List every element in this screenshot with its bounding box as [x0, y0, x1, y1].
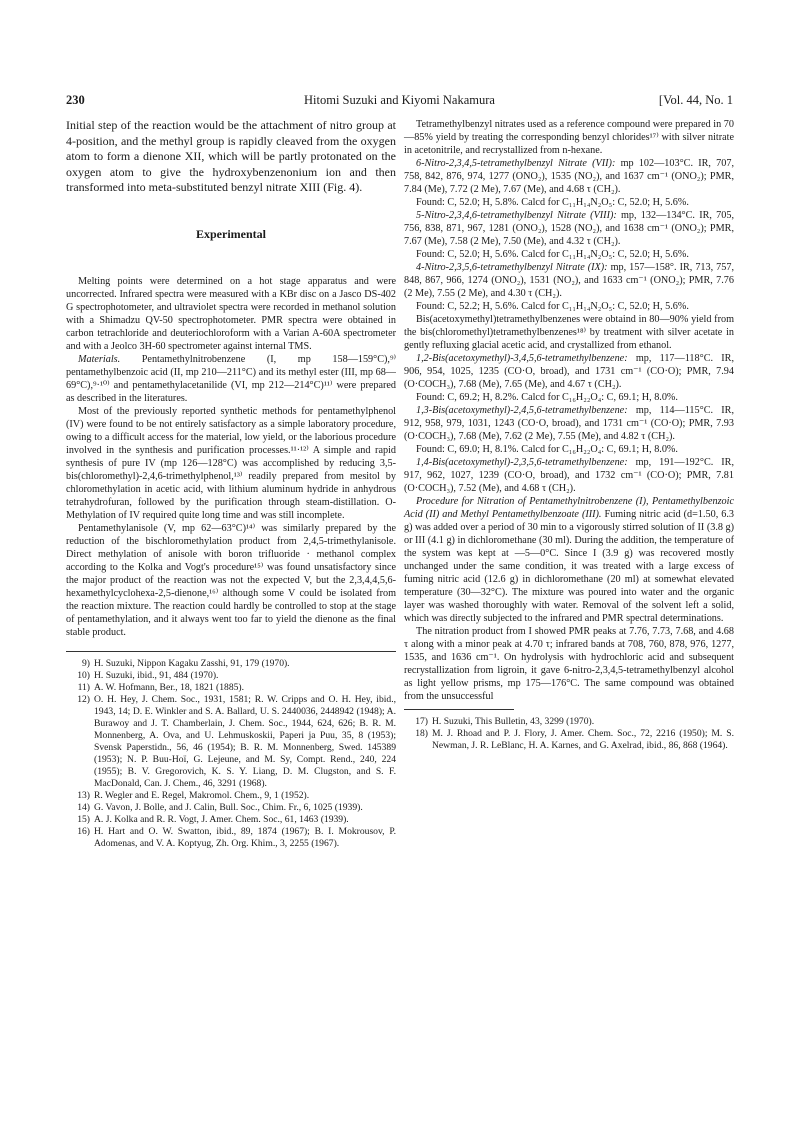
compound-data: mp, 157—158°. IR, 713, 757, 848, 867, 966, 1274 (ONO₂), 1531 (NO₂), and 1633 cm⁻¹ (ONO₂); PMR, 7.76 (2 Me), 7.55 (2 Me), and 4.30 τ (CH₂). [404, 262, 735, 299]
compound-viii [404, 209, 734, 248]
procedure-text: Fuming nitric acid (d=1.50, 6.3 g) was added over a period of 30 min to a vigorously stirred solution of II (3.8 g) or III (4.1 g) in dichloromethane (30 ml). During the addition, the temperature of the system was kept at —5—0°C. Since I (3.9 g) was recovered mostly unchanged under the same condition, it was treated with a large excess of fuming nitric acid (12.6 g) in dichloromethane (20 ml) at somewhat elevated temperature (30—32°C). The mixture was poured into water and the organic layer was washed thoroughly with water. Removal of the solvent left a solid, which was directly subjected to the infrared and PMR spectral determinations. [404, 509, 735, 624]
paragraph-materials [66, 353, 396, 405]
analysis-bis-12: Found: C, 69.2; H, 8.2%. Calcd for C₁₆H₂₂O₄: C, 69.1; H, 8.0%. [416, 392, 678, 403]
compound-data: mp 102—103°C. IR, 707, 758, 842, 876, 974, 1277 (ONO₂), 1535 (NO₂), and 1637 cm⁻¹ (ONO₂); PMR, 7.84 (Me), 7.72 (2 Me), 7.67 (Me), and 4.68 τ (CH₂). [404, 158, 735, 195]
running-authors: Hitomi Suzuki and Kiyomi Nakamura [304, 93, 495, 107]
footnote-number: 17) [415, 716, 428, 727]
footnotes-left [66, 651, 396, 850]
footnote [66, 802, 396, 814]
compound-name: 6-Nitro-2,3,4,5-tetramethylbenzyl Nitrate (VII): [416, 158, 616, 169]
footnote-text: R. Wegler and E. Regel, Makromol. Chem., 9, 1 (1952). [94, 789, 310, 801]
volume-label: [Vol. 44, No. 1 [658, 93, 733, 107]
procedure-title: Procedure for Nitration of Pentamethylnitrobenzene (I), Pentamethylbenzoic Acid (II) and Methyl Pentamethylbenzoate (III). [404, 496, 734, 520]
footnote-number: 9) [82, 657, 90, 669]
footnote [66, 658, 396, 670]
analysis-viii: Found: C, 52.0; H, 5.6%. Calcd for C₁₁H₁₄N₂O₅: C, 52.0; H, 5.6%. [416, 249, 689, 260]
footnote-text: H. Suzuki, ibid., 91, 484 (1970). [94, 669, 219, 681]
footnote [404, 716, 734, 728]
compound-data: mp, 117—118°C. IR, 906, 954, 1025, 1235 (CO·O, broad), and 1731 cm⁻¹ (CO·O); PMR, 7.94 (O·COCH₃), 7.68 (Me), 7.65 (Me), and 4.67 τ (CH₂). [404, 353, 734, 390]
footnote [66, 682, 396, 694]
compound-name: 1,2-Bis(acetoxymethyl)-3,4,5,6-tetramethylbenzene: [416, 353, 628, 364]
footnote-text: A. W. Hofmann, Ber., 18, 1821 (1885). [94, 681, 245, 693]
footnote-number: 16) [77, 825, 90, 837]
right-column [404, 118, 734, 752]
compound-name: 4-Nitro-2,3,5,6-tetramethylbenzyl Nitrate (IX): [416, 262, 608, 273]
footnote [404, 728, 734, 752]
paragraph-methods: Melting points were determined on a hot stage apparatus and were uncorrected. Infrared spectra were measured with a KBr disc on a Jasco DS-402 G spectrophotometer, and ultraviolet spectra were recorded in methanol solution with a Shimadzu QV-50 spectrophotometer. PMR spectra were obtained in carbon tetrachloride and deuteriochloroform with a Varian A-60A spectrometer and with a Jeolco 3H-60 spectrometer against internal TMS. [66, 275, 396, 352]
compound-ix [404, 261, 734, 300]
intro-paragraph: Initial step of the reaction would be the attachment of nitro group at 4-position, and the methyl group is rapidly cleaved from the oxygen atom to form a dienone XII, which will be partly protonated on the oxygen atom to give the hydroxybenzenonium ion and then transformed into meta-substituted benzyl nitrate XIII (Fig. 4). [66, 118, 396, 195]
paragraph-benzyl-nitrates: Tetramethylbenzyl nitrates used as a reference compound were prepared in 70—85% yield by treating the corresponding benzyl chlorides¹⁷⁾ with silver nitrate in acetonitrile, and recrystallized from n-hexane. [404, 119, 734, 156]
footnote [66, 826, 396, 850]
compound-data: mp, 114—115°C. IR, 912, 958, 979, 1031, 1243 (CO·O, broad), and 1731 cm⁻¹ (CO·O); PMR, 7.93 (O·COCH₃), 7.68 (Me), 7.62 (2 Me), 7.55 (Me), and 4.82 τ (CH₂). [404, 405, 734, 442]
footnote-number: 18) [415, 728, 428, 739]
footnote-number: 14) [77, 801, 90, 813]
left-column [66, 118, 396, 850]
materials-label: Materials. [78, 353, 121, 365]
footnote [66, 814, 396, 826]
footnote [66, 670, 396, 682]
footnote [66, 790, 396, 802]
analysis-bis-13: Found: C, 69.0; H, 8.1%. Calcd for C₁₆H₂₂O₄: C, 69.1; H, 8.0%. [416, 444, 678, 455]
footnote-text: A. J. Kolka and R. R. Vogt, J. Amer. Chem. Soc., 61, 1463 (1939). [94, 813, 349, 825]
footnote-number: 12) [77, 693, 90, 705]
paragraph-pentamethylphenol: Most of the previously reported synthetic methods for pentamethylphenol (IV) were found to be not entirely satisfactory as a simple laboratory procedure, owing to a difficult access for the material, low yield, or the laborious procedure involved in the synthesis and purification processes.¹¹·¹²⁾ A simple and rapid synthesis of pure IV (mp 126—128°C) was accomplished by reducing 3,5-bis(chloromethyl)-2,4,6-trimethylphenol,¹³⁾ readily prepared from mesitol by chloromethylation in acetic acid, with lithium aluminum hydride in anhydrous tetrahydrofuran, followed by the purification through steam-distillation. O-Methylation of IV required quite long time and was still incomplete. [66, 405, 396, 521]
compound-bis-14 [404, 456, 734, 495]
footnote-text: H. Suzuki, This Bulletin, 43, 3299 (1970). [432, 716, 595, 727]
materials-text: Pentamethylnitrobenzene (I, mp 158—159°C),⁹⁾ pentamethylbenzoic acid (II, mp 210—211°C) and its methyl ester (III, mp 68—69°C),⁹·¹⁰⁾ and pentamethylacetanilide (VI, mp 212—214°C)¹¹⁾ were prepared as described in the literatures. [66, 353, 397, 404]
footnote-text: G. Vavon, J. Bolle, and J. Calin, Bull. Soc., Chim. Fr., 6, 1025 (1939). [94, 801, 363, 813]
footnote-number: 10) [77, 669, 90, 681]
compound-data: mp, 132—134°C. IR, 705, 756, 838, 871, 967, 1281 (ONO₂), 1528 (NO₂), and 1638 cm⁻¹ (ONO₂); PMR, 7.67 (Me), 7.58 (2 Me), 7.50 (Me), and 4.32 τ (CH₂). [404, 210, 734, 247]
paragraph-nitration-product: The nitration product from I showed PMR peaks at 7.76, 7.73, 7.68, and 4.68 τ along with a minor peak at 4.70 τ; infrared bands at 708, 760, 878, 976, 1277, 1535, and 1636 cm⁻¹. On hydrolysis with hydrochloric acid and subsequent recrystallization from ligroin, it gave 6-nitro-2,3,4,5-tetramethylbenzyl alcohol as light yellow prisms, mp 175—176°C. The same compound was obtained from the unsuccessful [404, 626, 734, 702]
compound-data: mp, 191—192°C. IR, 917, 962, 1027, 1239 (CO·O, broad), and 1732 cm⁻¹ (CO·O); PMR, 7.81 (O·COCH₃), 7.52 (Me), and 4.68 τ (CH₂). [404, 457, 735, 494]
compound-bis-13 [404, 404, 734, 443]
compound-bis-12 [404, 352, 734, 391]
footnote-text: O. H. Hey, J. Chem. Soc., 1931, 1581; R. W. Cripps and O. H. Hey, ibid., 1943, 14; D. E. Winkler and S. A. Ballard, U. S. 2440036, 2448942 (1948); A. Burawoy and J. T. Chamberlain, J. Chem. Soc., 1944, 624, 626; B. R. M. Monnenberg, A. Ova, and U. Lehmuskoskii, Paperi ja Puu, 35, 8 (1953); Svensk Paperstidn., 56, 46 (1954); B. R. M. Monnenberg, Swed. 145389 (1953); N. P. Buu-Hoï, G. Lejeune, and M. Sy, Compt. Rend., 240, 224 (1955); B. V. Gregorovich, K. S. Y. Liang, D. M. Clugston, and S. F. MacDonald, Can. J. Chem., 46, 3291 (1968). [94, 693, 396, 789]
footnote-number: 13) [77, 789, 90, 801]
page-header [66, 93, 733, 109]
compound-vii [404, 157, 734, 196]
page-number: 230 [66, 93, 85, 107]
paragraph-bis-acetoxymethyl: Bis(acetoxymethyl)tetramethylbenzenes were obtaind in 80—90% yield from the bis(chloromethyl)tetramethylbenzenes¹⁸⁾ by treatment with silver acetate in gently refluxing glacial acetic acid, and crystallized from ethanol. [404, 314, 734, 351]
footnotes-right [404, 710, 734, 752]
footnote-text: M. J. Rhoad and P. J. Flory, J. Amer. Chem. Soc., 72, 2216 (1950); M. S. Newman, J. R. LeBlanc, H. A. Karnes, and G. Axelrad, ibid., 86, 868 (1964). [432, 728, 734, 751]
footnote-number: 15) [77, 813, 90, 825]
footnote-text: H. Hart and O. W. Swatton, ibid., 89, 1874 (1967); B. I. Mokrousov, P. Adomenas, and V. A. Koptyug, Zh. Org. Khim., 3, 2255 (1967). [94, 825, 396, 849]
footnote [66, 694, 396, 790]
footnote-number: 11) [77, 681, 90, 693]
paragraph-pentamethylanisole: Pentamethylanisole (V, mp 62—63°C)¹⁴⁾ was similarly prepared by the reduction of the bischloromethylation product from 2,4,5-trimethylanisole. Direct methylation of anisole with boron trifluoride · methanol complex according to the Kolka and Vogt's procedure¹⁵⁾ was found unsatisfactory since the major product of the reaction was not the expected V, but the 2,3,4,4,5,6-hexamethylcyclohexa-2,5-dienone,¹⁶⁾ although some V could be isolated from the reaction mixture. The reaction could hardly be controlled to stop at the stage of pentamethylation, and it always went too far to yield the dienone as the final stable product. [66, 522, 396, 638]
analysis-ix: Found: C, 52.2; H, 5.6%. Calcd for C₁₁H₁₄N₂O₅: C, 52.0; H, 5.6%. [416, 301, 689, 312]
compound-name: 1,4-Bis(acetoxymethyl)-2,3,5,6-tetramethylbenzene: [416, 457, 628, 468]
compound-name: 5-Nitro-2,3,4,6-tetramethylbenzyl Nitrate (VIII): [416, 210, 617, 221]
footnote-text: H. Suzuki, Nippon Kagaku Zasshi, 91, 179 (1970). [94, 657, 290, 669]
procedure-nitration [404, 495, 734, 625]
compound-name: 1,3-Bis(acetoxymethyl)-2,4,5,6-tetramethylbenzene: [416, 405, 628, 416]
section-heading-experimental: Experimental [196, 226, 266, 241]
analysis-vii: Found: C, 52.0; H, 5.8%. Calcd for C₁₁H₁₄N₂O₅: C, 52.0; H, 5.6%. [416, 197, 689, 208]
